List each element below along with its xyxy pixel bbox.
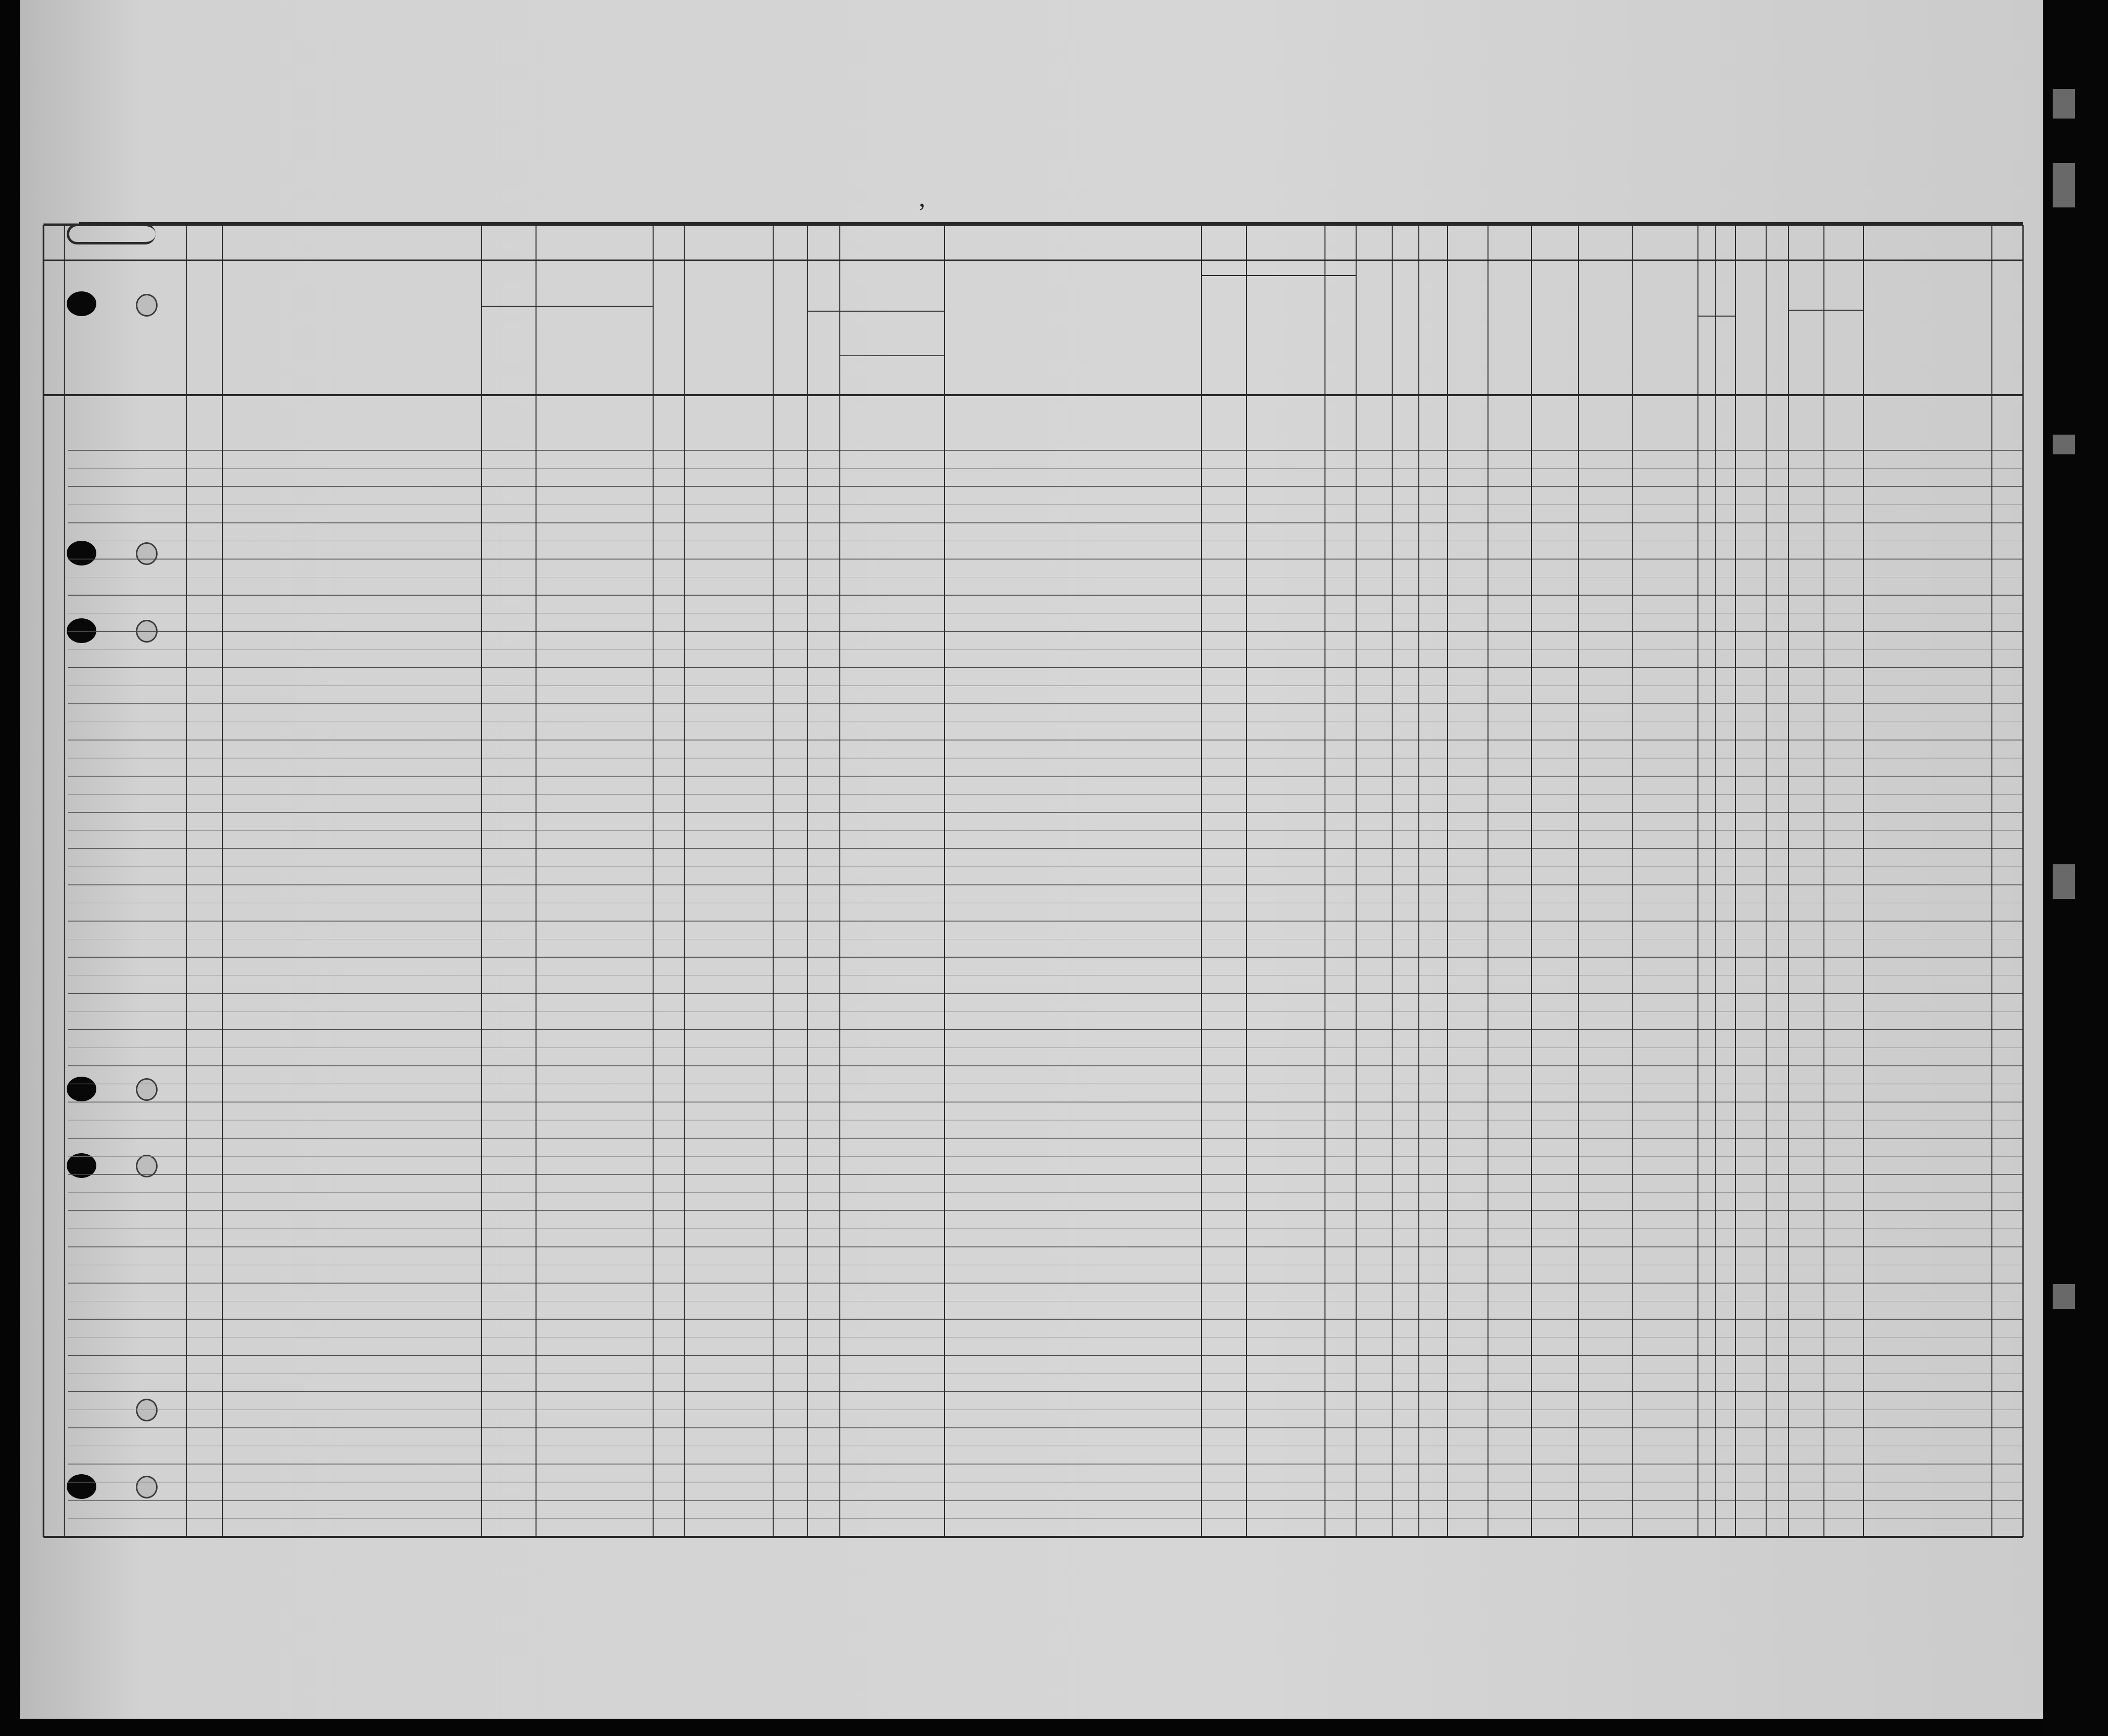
arrival-comma: , bbox=[919, 184, 925, 212]
